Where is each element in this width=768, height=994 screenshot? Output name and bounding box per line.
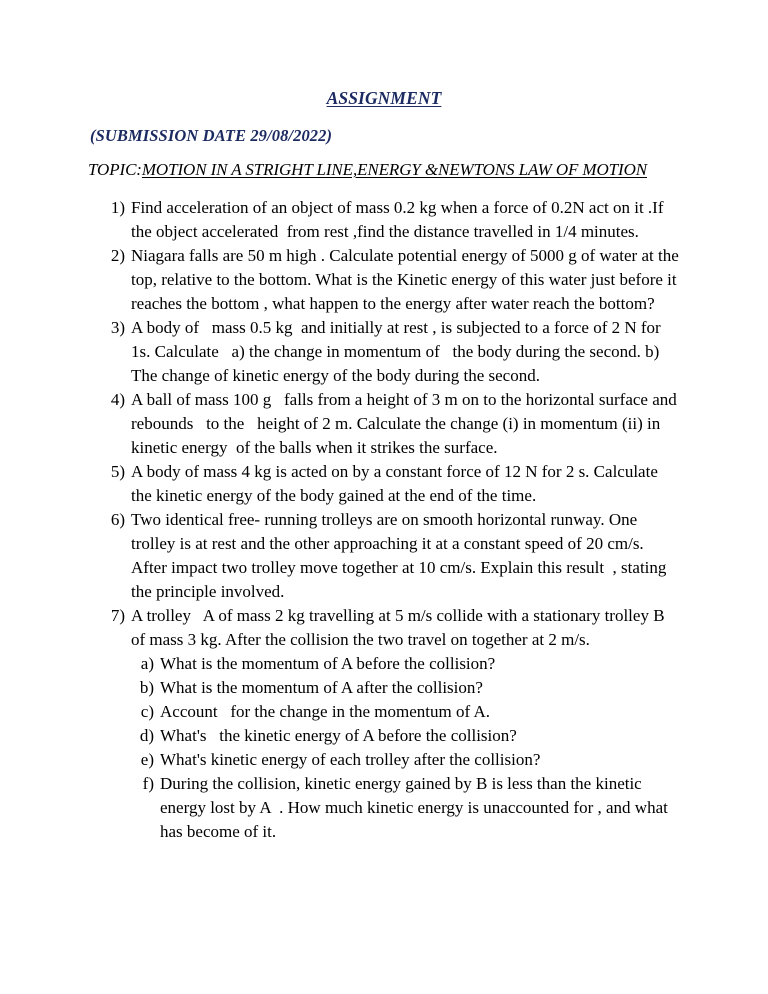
question-subitem-text: What's the kinetic energy of A before the collision? bbox=[160, 726, 517, 745]
question-subitem-text: What's kinetic energy of each trolley after the collision? bbox=[160, 750, 541, 769]
question-subitem-text: What is the momentum of A after the collision? bbox=[160, 678, 483, 697]
question-item bbox=[103, 604, 681, 844]
question-subitem bbox=[131, 676, 681, 700]
question-subitem bbox=[131, 700, 681, 724]
submission-date-line: (SUBMISSION DATE 29/08/2022) bbox=[90, 126, 333, 145]
question-marker: 7) bbox=[110, 606, 125, 625]
question-item bbox=[103, 460, 681, 508]
question-list bbox=[103, 196, 681, 844]
question-subitem-marker: d) bbox=[139, 726, 154, 745]
question-item bbox=[103, 316, 681, 388]
question-marker: 5) bbox=[110, 462, 125, 481]
question-text: A ball of mass 100 g falls from a height of 3 m on to the horizontal surface and rebounds to the height of 2 m. Calculate the change (i) in momentum (ii) in kinetic energy of the balls when it strikes the surface. bbox=[131, 390, 682, 457]
question-subitem-list bbox=[131, 652, 681, 844]
question-text: A body of mass 0.5 kg and initially at rest , is subjected to a force of 2 N for 1s. Calculate a) the change in momentum of the body during the second. b) The change of kinetic energy of the body during the second. bbox=[131, 318, 665, 385]
question-subitem-marker: a) bbox=[140, 654, 154, 673]
question-marker: 3) bbox=[110, 318, 125, 337]
question-text: A body of mass 4 kg is acted on by a constant force of 12 N for 2 s. Calculate the kinetic energy of the body gained at the end of the time. bbox=[131, 462, 663, 505]
question-item bbox=[103, 244, 681, 316]
question-text: Find acceleration of an object of mass 0.2 kg when a force of 0.2N act on it .If the object accelerated from rest ,find the distance travelled in 1/4 minutes. bbox=[131, 198, 668, 241]
question-subitem-marker: e) bbox=[140, 750, 154, 769]
page-title-text: ASSIGNMENT bbox=[326, 88, 442, 108]
question-item bbox=[103, 196, 681, 244]
question-subitem-marker: c) bbox=[140, 702, 154, 721]
question-marker: 1) bbox=[110, 198, 125, 217]
question-subitem-marker: f) bbox=[142, 774, 154, 793]
question-subitem-marker: b) bbox=[139, 678, 154, 697]
question-subitem bbox=[131, 652, 681, 676]
question-text: Two identical free- running trolleys are on smooth horizontal runway. One trolley is at rest and the other approaching it at a constant speed of 20 cm/s. After impact two trolley move together at 10 cm/s. Explain this result , stating the principle involved. bbox=[131, 510, 671, 601]
question-subitem-text: What is the momentum of A before the collision? bbox=[160, 654, 496, 673]
topic-label: TOPIC: bbox=[88, 160, 142, 179]
question-marker: 2) bbox=[110, 246, 125, 265]
question-subitem-text: During the collision, kinetic energy gained by B is less than the kinetic energy lost by A . How much kinetic energy is unaccounted for , and what has become of it. bbox=[160, 774, 673, 841]
question-text: Niagara falls are 50 m high . Calculate potential energy of 5000 g of water at the top, relative to the bottom. What is the Kinetic energy of this water just before it reaches the bottom , what happen to the energy after water reach the bottom? bbox=[131, 246, 683, 313]
question-text: A trolley A of mass 2 kg travelling at 5 m/s collide with a stationary trolley B of mass 3 kg. After the collision the two travel on together at 2 m/s. bbox=[131, 606, 669, 649]
question-marker: 6) bbox=[110, 510, 125, 529]
page-title bbox=[0, 88, 768, 109]
question-subitem-text: Account for the change in the momentum of A. bbox=[160, 702, 490, 721]
topic-value: MOTION IN A STRIGHT LINE,ENERGY &NEWTONS LAW OF MOTION bbox=[141, 160, 647, 179]
question-item bbox=[103, 388, 681, 460]
question-subitem bbox=[131, 724, 681, 748]
question-item bbox=[103, 508, 681, 604]
question-subitem bbox=[131, 772, 681, 844]
question-marker: 4) bbox=[110, 390, 125, 409]
topic-line bbox=[88, 160, 647, 180]
question-subitem bbox=[131, 748, 681, 772]
